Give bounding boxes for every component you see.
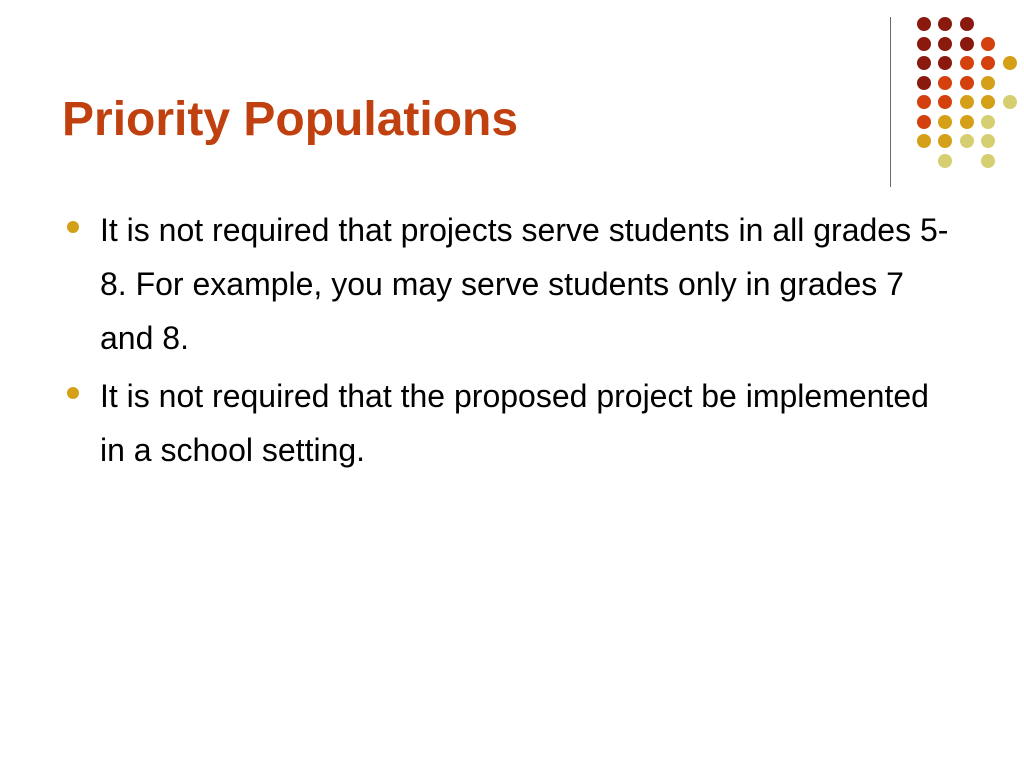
slide-title: Priority Populations xyxy=(62,93,519,146)
decorative-dot xyxy=(917,37,931,51)
bullet-text: It is not required that projects serve students in all grades 5-8. For example, you may serve students only in grades 7 and 8. xyxy=(100,212,949,356)
decorative-dot xyxy=(1003,95,1017,109)
decorative-dot xyxy=(960,134,974,148)
decorative-dot xyxy=(917,17,931,31)
decorative-dot xyxy=(960,56,974,70)
bullet-list xyxy=(60,203,960,481)
decorative-dot xyxy=(981,37,995,51)
bullet-dot-icon xyxy=(67,387,79,399)
decorative-dot xyxy=(960,115,974,129)
decorative-dot xyxy=(917,95,931,109)
decorative-dot xyxy=(938,134,952,148)
decorative-dot xyxy=(917,76,931,90)
decorative-dot xyxy=(960,95,974,109)
vertical-divider xyxy=(890,17,891,187)
decorative-dot xyxy=(960,17,974,31)
decorative-dot xyxy=(917,56,931,70)
decorative-dot xyxy=(981,56,995,70)
decorative-dot xyxy=(938,56,952,70)
decorative-dot xyxy=(981,95,995,109)
decorative-dot xyxy=(938,37,952,51)
decorative-dot xyxy=(917,134,931,148)
bullet-item xyxy=(60,369,960,477)
decorative-dot xyxy=(938,17,952,31)
bullet-text: It is not required that the proposed project be implemented in a school setting. xyxy=(100,378,929,468)
decorative-dot xyxy=(960,76,974,90)
bullet-item xyxy=(60,203,960,365)
decorative-dot xyxy=(938,76,952,90)
decorative-dot xyxy=(960,37,974,51)
decorative-dot xyxy=(917,115,931,129)
decorative-dot xyxy=(1003,56,1017,70)
decorative-dot xyxy=(981,134,995,148)
decorative-dot xyxy=(938,115,952,129)
decorative-dot xyxy=(981,115,995,129)
bullet-dot-icon xyxy=(67,221,79,233)
decorative-dot xyxy=(938,154,952,168)
decorative-dot xyxy=(938,95,952,109)
decorative-dot xyxy=(981,76,995,90)
decorative-dot xyxy=(981,154,995,168)
